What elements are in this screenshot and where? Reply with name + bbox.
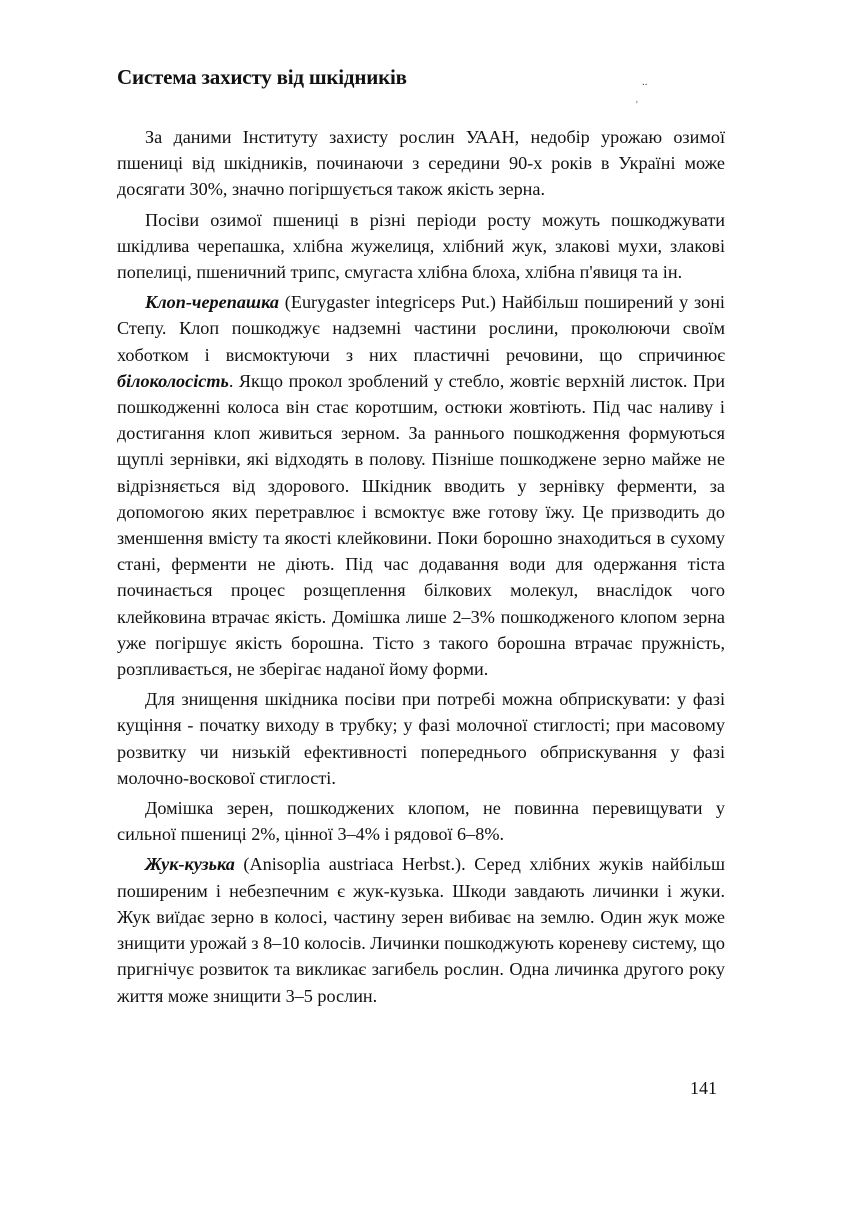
term-zhuk-kuzka: Жук-кузька (145, 854, 235, 875)
scan-artifact-dots: .. (642, 76, 648, 88)
paragraph-6-text: Серед хлібних жуків найбільш поширеним і небезпечним є жук-кузька. Шкоди завдають личинки і жуки. Жук виїдає зерно в колосі, частину зерен вибиває на землю. Один жук може знищити урожай з 8–10 колосів. Личинки пошкоджують кореневу систему, що пригнічує розвиток та викликає загибель рослин. Одна личинка другого року життя може знищити 3–5 рослин. (117, 854, 725, 1006)
scan-artifact-tick: ' (636, 100, 638, 111)
paragraph-2: Посіви озимої пшениці в різні періоди росту можуть пошкоджувати шкідлива черепашка, хлібна жужелиця, хлібний жук, злакові мухи, злакові попелиці, пшеничний трипс, смугаста хлібна блоха, хлібна п'явиця та ін. (117, 209, 725, 283)
latin-name-2: (Anisoplia austriaca Herbst.). (234, 854, 466, 875)
paragraph-3-text-b: . Якщо прокол зроблений у стебло, жовтіє верхній листок. При пошкодженні колоса він стає коротшим, остюки жовтіють. Під час наливу і достигання клоп живиться зерном. За раннього пошкодження формуються щуплі зернівки, які відходять в полову. Пізніше пошкоджене зерно майже не відрізняється від здорового. Шкідник вводить у зернівку ферменти, за допомогою яких перетравлює і всмоктує вже готову їжу. Це призводить до зменшення вмісту та якості клейковини. Поки борошно знаходиться в сухому стані, ферменти не діють. Під час додавання води для одержання тіста починається процес розщеплення білкових молекул, внаслідок чого клейковина втрачає якість. Домішка лише 2–3% пошкодженого клопом зерна уже погіршує якість борошна. Тісто з такого борошна втрачає пружність, розпливається, не зберігає наданої йому форми. (117, 370, 725, 680)
page-number: 141 (690, 1078, 717, 1098)
page-content (117, 62, 725, 1013)
section-heading: Система захисту від шкідників (117, 65, 407, 89)
paragraph-1: За даними Інституту захисту рослин УААН, недобір урожаю озимої пшениці від шкідників, починаючи з середини 90-х років в Україні може досягати 30%, значно погіршується також якість зерна. (117, 127, 725, 200)
paragraph-5: Домішка зерен, пошкоджених клопом, не повинна перевищувати у сильної пшениці 2%, цінної 3–4% і рядової 6–8%. (117, 798, 725, 845)
term-bilokolosist: білоколосість (117, 370, 229, 391)
paragraph-3-text-a: Найбільш поширений у зоні Степу. Клоп пошкоджує надземні частини рослини, проколюючи своїм хоботком і висмоктуючи з них пластичні речовини, що спричинює (117, 292, 725, 365)
paragraph-4: Для знищення шкідника посіви при потребі можна обприскувати: у фазі кущіння - початку виходу в трубку; у фазі молочної стиглості; при масовому розвитку чи низькій ефективності попереднього обприскування у фазі молочно-воскової стиглості. (117, 689, 725, 788)
term-klop-cherepashka: Клоп-черепашка (145, 292, 279, 313)
paragraph-3 (117, 289, 725, 682)
latin-name: (Eurygaster integriceps Put.) (278, 292, 496, 313)
paragraph-6 (117, 851, 725, 1008)
